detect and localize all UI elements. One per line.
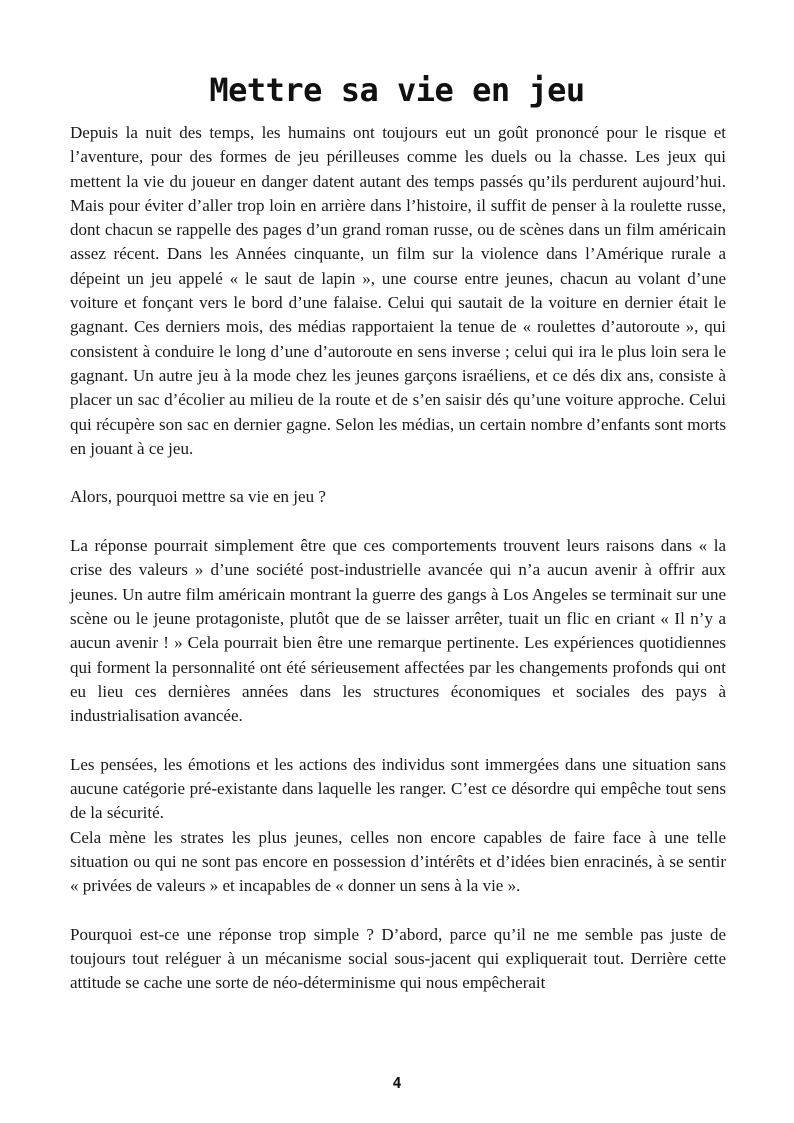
paragraph-intro: Depuis la nuit des temps, les humains ont toujours eut un goût prononcé pour le risque et l’aventure, pour des formes de jeu périlleuses comme les duels ou la chasse. Les jeux qui mettent la vie du joueur en danger datent autant des temps passés qu’ils perdurent aujourd’hui. Mais pour éviter d’aller trop loin en arrière dans l’histoire, il suffit de penser à la roulette russe, dont chacun se rappelle des pages d’un grand roman russe, ou de scènes dans un film américain assez récent. Dans les Années cinquante, un film sur la violence dans l’Amérique rurale a dépeint un jeu appelé « le saut de lapin », une course entre jeunes, chacun au volant d’une voiture et fonçant vers le bord d’une falaise. Celui qui sautait de la voiture en dernier était le gagnant. Ces derniers mois, des médias rapportaient la tenue de « roulettes d’autoroute », qui consistent à conduire le long d’une d’autoroute en sens inverse ; celui qui ira le plus loin sera le gagnant. Un autre jeu à la mode chez les jeunes garçons israéliens, et ce dés dix ans, consiste à placer un sac d’écolier au milieu de la route et de s’en saisir dés qu’une voiture approche. Celui qui récupère son sac en dernier gagne. Selon les médias, un certain nombre d’enfants sont morts en jouant à ce jeu. xyxy=(70,123,726,458)
page-title: Mettre sa vie en jeu xyxy=(209,71,585,109)
paragraph-too-simple: Pourquoi est-ce une réponse trop simple ? D’abord, parce qu’il ne me semble pas juste de toujours tout reléguer à un mécanisme social sous-jacent qui expliquerait tout. Derrière cette attitude se cache une sorte de néo-déterminisme qui nous empêcherait xyxy=(70,924,726,993)
paragraph-crisis-of-values: La réponse pourrait simplement être que ces comportements trouvent leurs raisons dans « la crise des valeurs » d’une société post-industrielle avancée qui n’a aucun avenir à offrir aux jeunes. Un autre film américain montrant la guerre des gangs à Los Angeles se terminait sur une scène ou le jeune protagoniste, plutôt que de se laisser arrêter, tuait un flic en criant « Il n’y a aucun avenir ! » Cela pourrait bien être une remarque pertinente. Les expériences quotidiennes qui forment la personnalité ont été sérieusement affectées par les changements profonds qui ont eu lieu ces dernières années dans les structures économiques et sociales des pays à industrialisation avancée. xyxy=(70,536,726,726)
paragraph-disorder: Les pensées, les émotions et les actions des individus sont immergées dans une situation sans aucune catégorie pré-existante dans laquelle les ranger. C’est ce désordre qui empêche tout sens de la sécurité. xyxy=(70,754,726,823)
page-number: 4 xyxy=(392,1074,402,1092)
body-text xyxy=(70,121,726,996)
paragraph-youngest-strata: Cela mène les strates les plus jeunes, celles non encore capables de faire face à une telle situation ou qui ne sont pas encore en possession d’intérêts et d’idées bien enracinés, à se sentir « privées de valeurs » et incapables de « donner un sens à la vie ». xyxy=(70,827,726,896)
paragraph-question: Alors, pourquoi mettre sa vie en jeu ? xyxy=(70,487,326,507)
